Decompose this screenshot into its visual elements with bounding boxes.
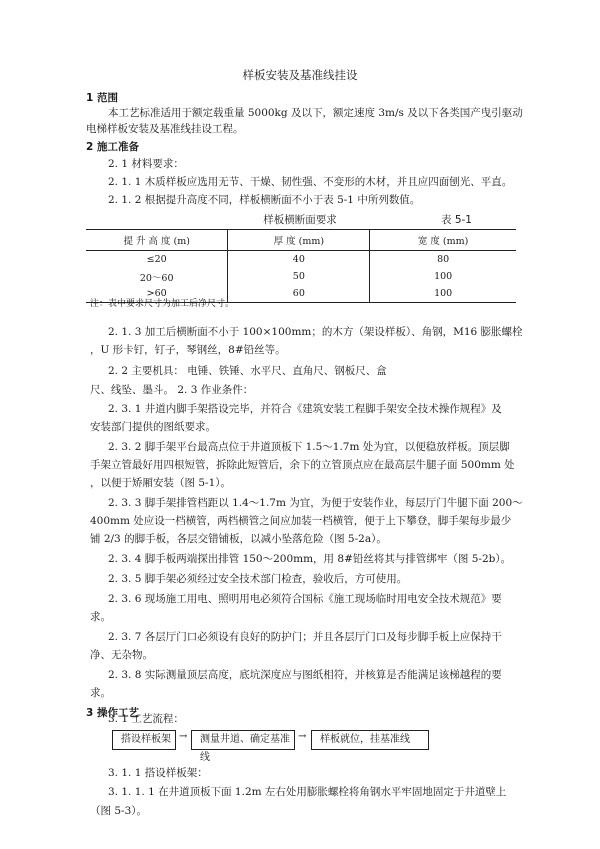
table-header-cell: 提 升 高 度 (m) xyxy=(86,230,228,251)
paragraph-line: 2. 3. 7 各层厅门口必须设有良好的防护门；并且各层厅门口及每步脚手板上应保持干 xyxy=(108,631,502,643)
paragraph-line: 2. 3. 4 脚手板两端探出排管 150～200mm，用 8#铅丝将其与排管绑牢（图 5-2b）。 xyxy=(108,553,512,565)
page-title: 样板安装及基准线挂设 xyxy=(242,68,358,82)
table-note: 注：表中要求尺寸为加工后净尺寸。 xyxy=(90,299,235,309)
table-cell: 60 xyxy=(228,285,370,303)
paragraph-line: 2. 2 主要机具： 电锤、铁锤、水平尺、直角尺、钢板尺、盒 xyxy=(108,365,387,377)
table-cell: ≤20 xyxy=(146,254,167,265)
table-cell: 40 xyxy=(228,251,370,269)
paragraph-line: ，以便于矫厢安装（图 5-1）。 xyxy=(90,477,231,489)
table-cell: 100 xyxy=(370,268,516,285)
table-caption: 样板横断面要求 xyxy=(263,214,337,226)
flow-arrow: → xyxy=(179,731,188,742)
table-cell: 50 xyxy=(228,268,370,285)
paragraph-line: 铺 2/3 的脚手板，各层交错铺板，以减小坠落危险（图 5-2a）。 xyxy=(90,533,387,545)
flow-step-2: 测量井道、确定基准线 xyxy=(191,730,295,750)
paragraph-line: 安装部门提供的图纸要求。 xyxy=(90,421,216,433)
section-1-heading: 1 范围 xyxy=(86,92,118,104)
flow-step-3: 样板就位，挂基准线 xyxy=(311,730,429,750)
paragraph-line: 3. 1 工艺流程： xyxy=(108,713,184,725)
paragraph-line: 2. 3. 3 脚手架排管档距以 1.4～1.7m 为宜，为便于安装作业，每层厅门牛腿下面 200～ xyxy=(108,497,523,509)
table-header-cell: 厚 度 (mm) xyxy=(228,230,370,251)
table-row xyxy=(86,251,516,269)
section-2-heading: 2 施工准备 xyxy=(86,141,139,153)
paragraph-line: ，U 形卡钉，钉子，琴钢丝，8#铅丝等。 xyxy=(90,344,286,356)
section-3-heading: 3 操作工艺 xyxy=(86,707,139,719)
table-cell: 100 xyxy=(370,285,516,303)
paragraph-line: 400mm 处应设一档横管，两档横管之间应加装一档横管，便于上下攀登，脚手架每步最少 xyxy=(90,515,512,527)
paragraph-line: 本工艺标准适用于额定载重量 5000kg 及以下，额定速度 3m/s 及以下各类国产曳引驱动 xyxy=(108,107,523,119)
paragraph-line: 手架立管最好用四根短管，拆除此短管后，余下的立管顶点应在最高层牛腿子面 500mm 处 xyxy=(90,459,515,471)
spec-table xyxy=(86,229,516,303)
paragraph-line: 3. 1. 1 搭设样板架： xyxy=(108,767,208,779)
table-cell: 80 xyxy=(370,251,516,269)
paragraph-line: （图 5-3）。 xyxy=(90,805,147,817)
paragraph-line: 2. 1. 2 根据提升高度不同，样板横断面不小于表 5-1 中所列数值。 xyxy=(108,194,421,206)
paragraph-line: 电梯样板安装及基准线挂设工程。 xyxy=(86,123,244,135)
paragraph-line: 2. 1. 1 木质样板应选用无节、干燥、韧性强、不变形的木材，并且应四面刨光、平直。 xyxy=(108,176,513,188)
table-header-cell: 宽 度 (mm) xyxy=(370,230,516,251)
flow-step-1: 搭设样板架 xyxy=(112,730,176,750)
paragraph-line: 求。 xyxy=(90,611,111,623)
paragraph-line: 2. 3. 6 现场施工用电、照明用电必须符合国标《施工现场临时用电安全技术规范》要 xyxy=(108,593,502,605)
paragraph-line: 2. 1 材料要求： xyxy=(108,158,184,170)
table-cell: 20～60 xyxy=(139,272,174,284)
paragraph-line: 2. 3. 5 脚手架必须经过安全技术部门检查，验收后，方可使用。 xyxy=(108,573,408,585)
paragraph-line: 2. 1. 3 加工后横断面不小于 100×100mm；的木方（架设样板）、角钢，M16 膨胀螺栓 xyxy=(108,326,523,338)
paragraph-line: 2. 3. 8 实际测量顶层高度，底坑深度应与图纸相符，并核算是否能满足该梯越程的要 xyxy=(108,669,502,681)
flow-arrow: → xyxy=(298,731,307,742)
table-number: 表 5-1 xyxy=(441,214,472,226)
paragraph-line: 3. 1. 1. 1 在井道顶板下面 1.2m 左右处用膨胀螺栓将角钢水平牢固地固定于井道壁上 xyxy=(108,786,507,798)
table-header-row xyxy=(86,230,516,251)
paragraph-line: 净、无杂物。 xyxy=(90,649,153,661)
paragraph-line: 2. 3. 2 脚手架平台最高点位于井道顶板下 1.5～1.7m 处为宜，以便稳放样板。顶层脚 xyxy=(108,441,510,453)
paragraph-line: 尺、线坠、墨斗。 2. 3 作业条件： xyxy=(90,384,254,396)
paragraph-line: 求。 xyxy=(90,687,111,699)
table-row xyxy=(86,268,516,285)
paragraph-line: 2. 3. 1 井道内脚手架搭设完毕，并符合《建筑安装工程脚手架安全技术操作规程》及 xyxy=(108,403,502,415)
table-cell: >60 xyxy=(86,285,228,303)
